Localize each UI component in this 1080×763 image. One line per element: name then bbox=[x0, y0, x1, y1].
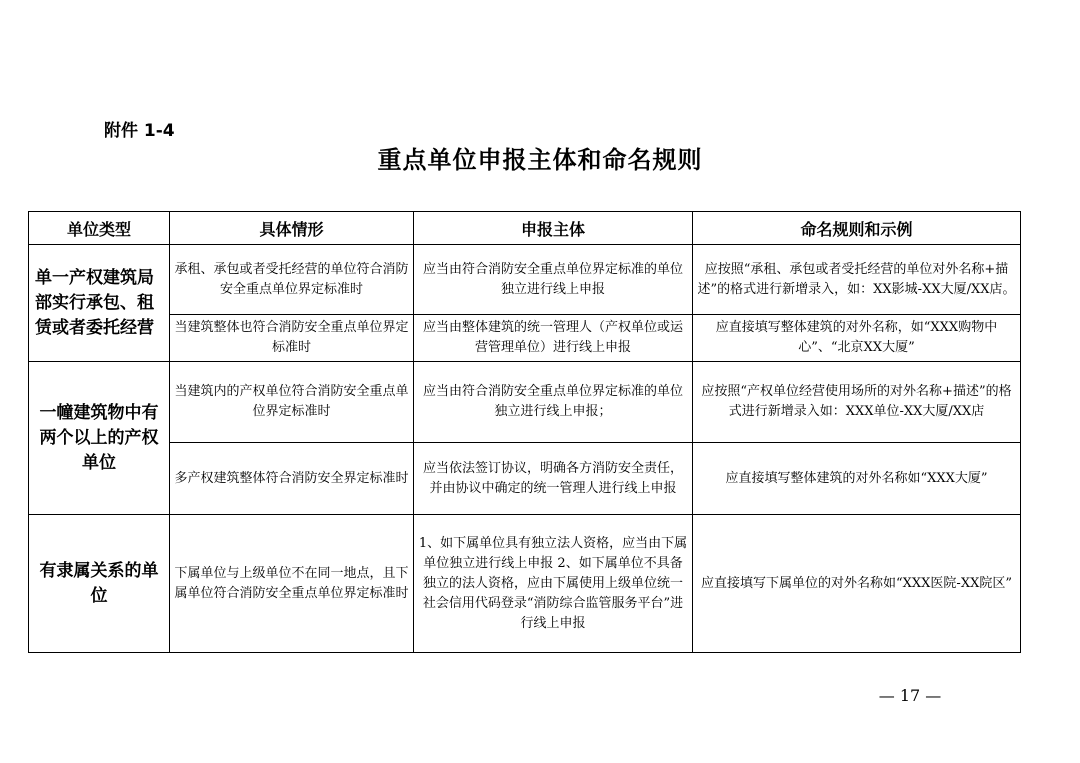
naming-cell: 应直接填写下属单位的对外名称如“XXX医院-XX院区” bbox=[693, 515, 1021, 653]
table-header-row bbox=[29, 212, 1021, 245]
situation-cell: 当建筑整体也符合消防安全重点单位界定标准时 bbox=[170, 315, 414, 362]
table-row bbox=[29, 362, 1021, 443]
situation-cell: 下属单位与上级单位不在同一地点，且下属单位符合消防安全重点单位界定标准时 bbox=[170, 515, 414, 653]
situation-cell: 承租、承包或者受托经营的单位符合消防安全重点单位界定标准时 bbox=[170, 245, 414, 315]
table-row bbox=[29, 443, 1021, 515]
header-naming: 命名规则和示例 bbox=[693, 212, 1021, 245]
document-title: 重点单位申报主体和命名规则 bbox=[377, 146, 703, 174]
unit-type-cell: 一幢建筑物中有两个以上的产权单位 bbox=[29, 362, 170, 515]
table-row bbox=[29, 245, 1021, 315]
subject-cell: 应当依法签订协议，明确各方消防安全责任，并由协议中确定的统一管理人进行线上申报 bbox=[414, 443, 693, 515]
unit-type-cell: 单一产权建筑局部实行承包、租赁或者委托经营 bbox=[29, 245, 170, 362]
naming-cell: 应按照“产权单位经营使用场所的对外名称+描述”的格式进行新增录入如：XXX单位-XX大厦/XX店 bbox=[693, 362, 1021, 443]
header-unit-type: 单位类型 bbox=[29, 212, 170, 245]
naming-rules-table bbox=[28, 211, 1021, 653]
situation-cell: 当建筑内的产权单位符合消防安全重点单位界定标准时 bbox=[170, 362, 414, 443]
naming-cell: 应按照“承租、承包或者受托经营的单位对外名称+描述”的格式进行新增录入，如：XX影城-XX大厦/XX店。 bbox=[693, 245, 1021, 315]
header-situation: 具体情形 bbox=[170, 212, 414, 245]
unit-type-cell: 有隶属关系的单位 bbox=[29, 515, 170, 653]
table-row bbox=[29, 515, 1021, 653]
naming-cell: 应直接填写整体建筑的对外名称如“XXX大厦” bbox=[693, 443, 1021, 515]
situation-cell: 多产权建筑整体符合消防安全界定标准时 bbox=[170, 443, 414, 515]
header-subject: 申报主体 bbox=[414, 212, 693, 245]
attachment-label: 附件 1-4 bbox=[104, 121, 175, 141]
subject-cell: 1、如下属单位具有独立法人资格，应当由下属单位独立进行线上申报 2、如下属单位不具备独立的法人资格，应由下属使用上级单位统一社会信用代码登录“消防综合监管服务平台”进行线上申报 bbox=[414, 515, 693, 653]
naming-cell: 应直接填写整体建筑的对外名称，如“XXX购物中心”、“北京XX大厦” bbox=[693, 315, 1021, 362]
page-number: — 17 — bbox=[878, 686, 942, 705]
subject-cell: 应当由符合消防安全重点单位界定标准的单位独立进行线上申报； bbox=[414, 362, 693, 443]
subject-cell: 应当由整体建筑的统一管理人（产权单位或运营管理单位）进行线上申报 bbox=[414, 315, 693, 362]
table-row bbox=[29, 315, 1021, 362]
subject-cell: 应当由符合消防安全重点单位界定标准的单位独立进行线上申报 bbox=[414, 245, 693, 315]
